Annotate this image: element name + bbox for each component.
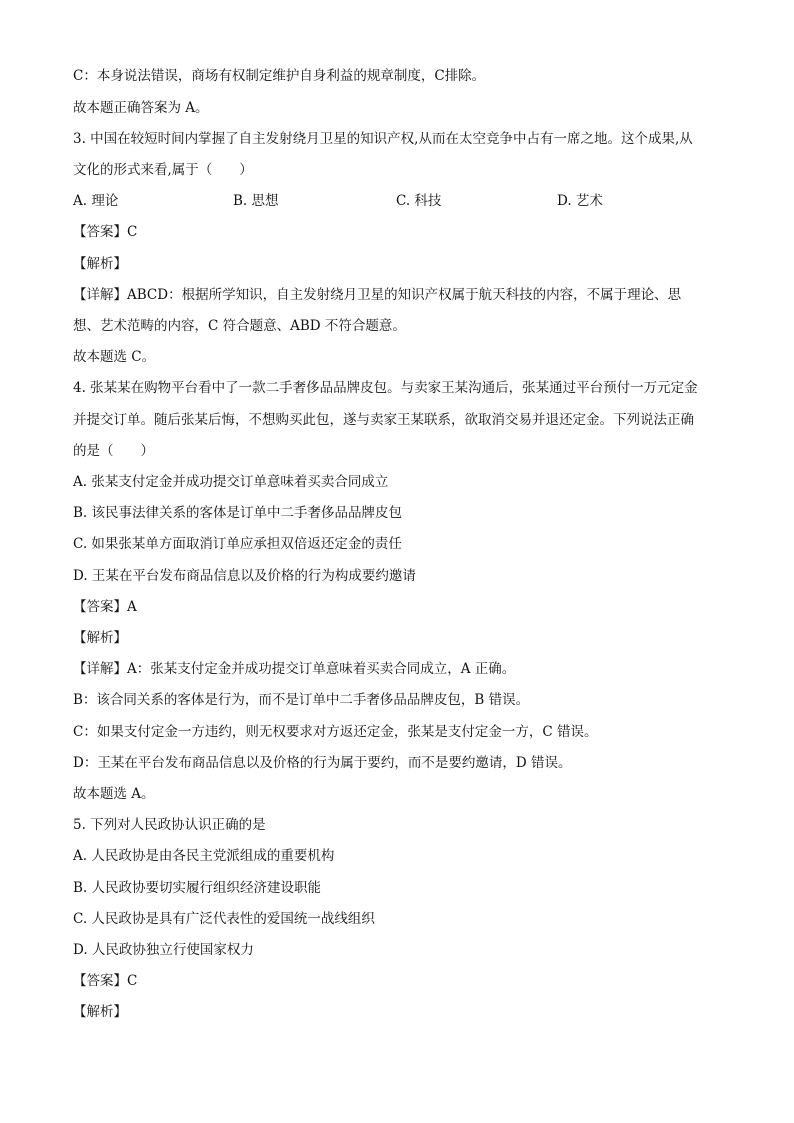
q5-analysis-heading: 【解析】 [73,1004,127,1020]
q5-option-b: B. 人民政协要切实履行组织经济建设职能 [73,880,322,896]
q4-stem-line-1: 4. 张某某在购物平台看中了一款二手奢侈品品牌皮包。与卖家王某沟通后，张某通过平台预付一万元定金 [73,380,698,396]
q5-answer: 【答案】C [73,973,138,989]
q2-conclusion: 故本题正确答案为 A。 [73,100,209,116]
q4-analysis-heading: 【解析】 [73,630,127,646]
q4-detail-line-3: C：如果支付定金一方违约，则无权要求对方返还定金，张某是支付定金一方，C 错误。 [73,724,598,740]
q5-option-d: D. 人民政协独立行使国家权力 [73,942,254,958]
q4-answer: 【答案】A [73,599,137,615]
q3-detail-line-1: 【详解】ABCD：根据所学知识，自主发射绕月卫星的知识产权属于航天科技的内容，不属于理论、思 [73,287,682,303]
q5-stem: 5. 下列对人民政协认识正确的是 [73,817,266,833]
q3-option-a: A. 理论 [73,193,119,209]
q4-option-a: A. 张某支付定金并成功提交订单意味着买卖合同成立 [73,474,389,490]
q3-detail-line-2: 想、艺术范畴的内容，C 符合题意、ABD 不符合题意。 [73,318,406,334]
q4-detail-line-2: B：该合同关系的客体是行为，而不是订单中二手奢侈品品牌皮包，B 错误。 [73,692,530,708]
q3-stem-line-1: 3. 中国在较短时间内掌握了自主发射绕月卫星的知识产权,从而在太空竞争中占有一席之地。这个成果,从 [73,131,693,147]
q2-option-c-analysis: C：本身说法错误，商场有权制定维护自身利益的规章制度，C排除。 [73,68,486,84]
q3-conclusion: 故本题选 C。 [73,349,156,365]
q3-stem-line-2: 文化的形式来看,属于（ ） [73,162,253,178]
q4-option-c: C. 如果张某单方面取消订单应承担双倍返还定金的责任 [73,536,402,552]
q3-option-c: C. 科技 [396,193,442,209]
q4-conclusion: 故本题选 A。 [73,786,155,802]
q4-detail-line-4: D：王某在平台发布商品信息以及价格的行为属于要约，而不是要约邀请，D 错误。 [73,755,572,771]
q4-detail-line-1: 【详解】A：张某支付定金并成功提交订单意味着买卖合同成立，A 正确。 [73,661,516,677]
q3-option-b: B. 思想 [233,193,279,209]
q5-option-c: C. 人民政协是具有广泛代表性的爱国统一战线组织 [73,911,375,927]
q3-analysis-heading: 【解析】 [73,256,127,272]
q5-option-a: A. 人民政协是由各民主党派组成的重要机构 [73,848,335,864]
q4-option-b: B. 该民事法律关系的客体是订单中二手奢侈品品牌皮包 [73,505,403,521]
q4-stem-line-2: 并提交订单。随后张某后悔，不想购买此包，遂与卖家王某联系，欲取消交易并退还定金。下列说法正确 [73,412,694,428]
q3-option-d: D. 艺术 [557,193,603,209]
q4-option-d: D. 王某在平台发布商品信息以及价格的行为构成要约邀请 [73,568,416,584]
q4-stem-line-3: 的是（ ） [73,443,154,459]
q3-answer: 【答案】C [73,224,138,240]
